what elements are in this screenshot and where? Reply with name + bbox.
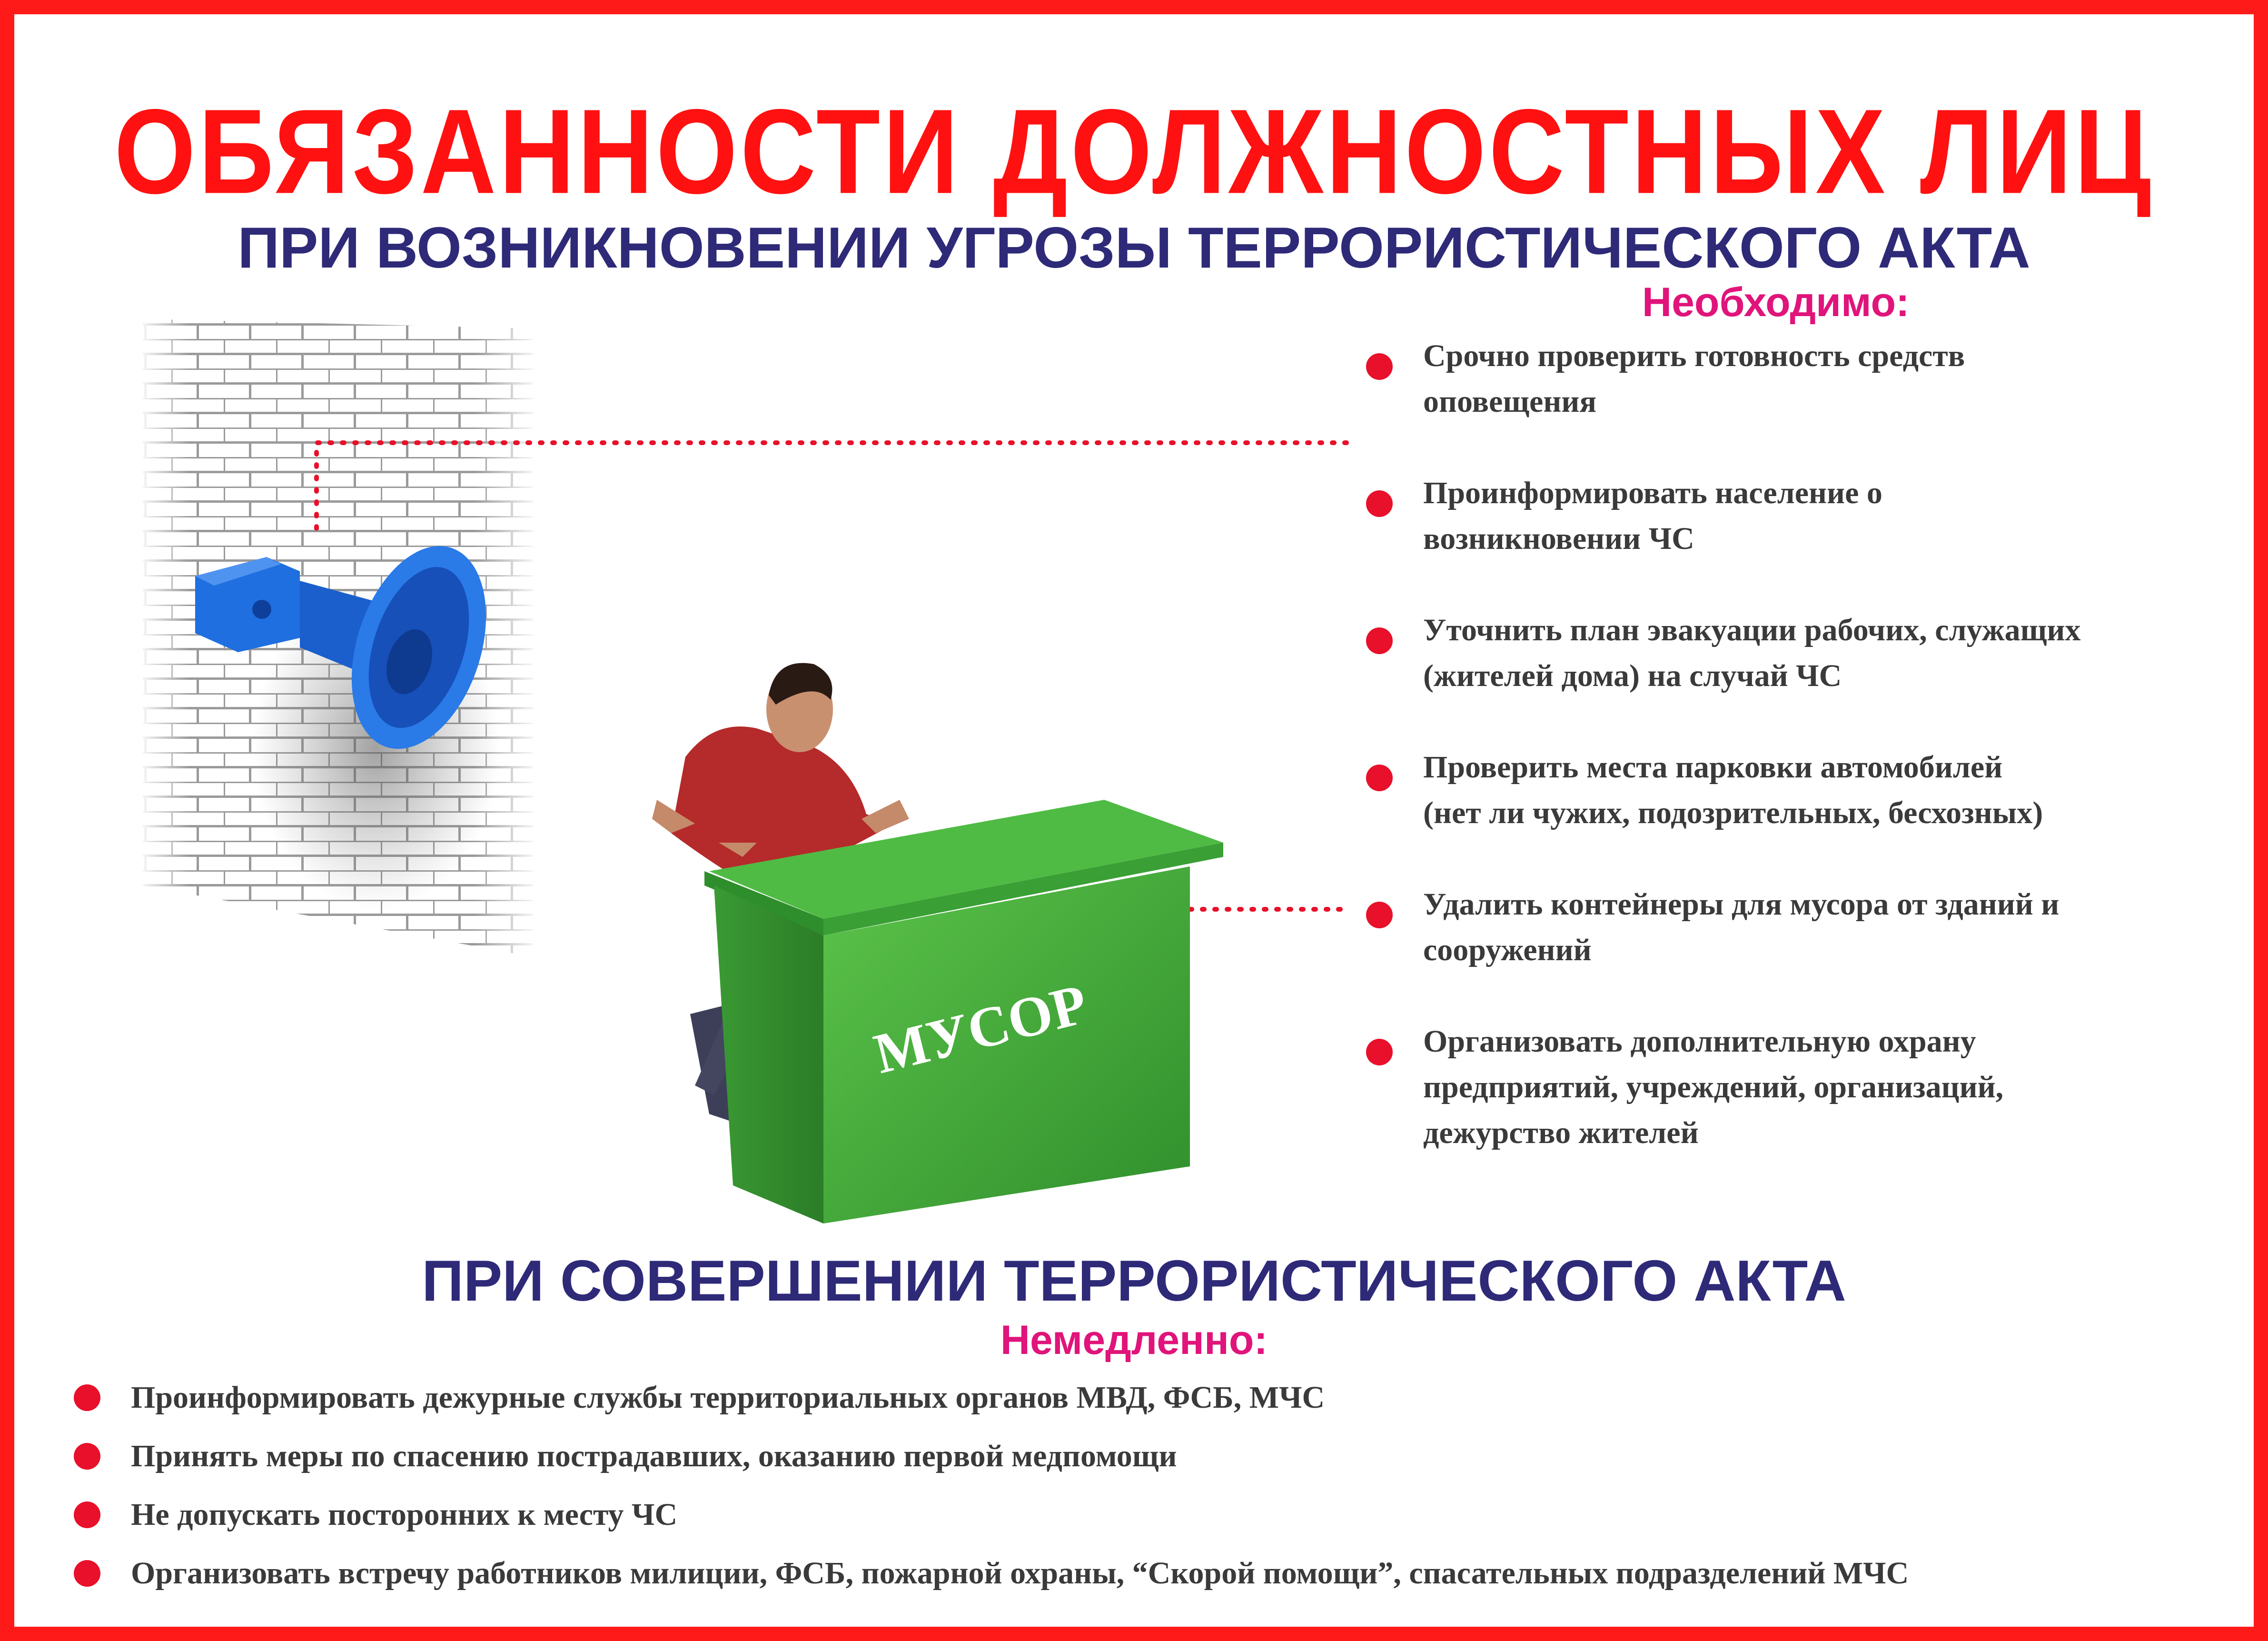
- bullet-dot-icon: [74, 1443, 100, 1470]
- list-item: [1366, 1019, 2247, 1156]
- bullet-dot-icon: [1366, 902, 1393, 928]
- act-duties-list: [74, 1376, 2216, 1610]
- list-item: [74, 1376, 2216, 1434]
- list-item-text: Проинформировать дежурные службы территориальных органов МВД, ФСБ, МЧС: [131, 1380, 1325, 1415]
- section-threat-lead: Необходимо:: [1642, 279, 1910, 325]
- list-item: [74, 1493, 2216, 1551]
- list-item-text: Принять меры по спасению пострадавших, оказанию первой медпомощи: [131, 1439, 1177, 1473]
- bullet-dot-icon: [1366, 627, 1393, 654]
- page-title: ОБЯЗАННОСТИ ДОЛЖНОСТНЫХ ЛИЦ: [114, 84, 2154, 219]
- list-item-text: Проверить места парковки автомобилей (нет ли чужих, подозрительных, бесхозных): [1423, 750, 2043, 830]
- bullet-dot-icon: [74, 1502, 100, 1528]
- bullet-dot-icon: [1366, 765, 1393, 791]
- bullet-dot-icon: [1366, 1039, 1393, 1065]
- list-item: [1366, 882, 2247, 1019]
- list-item-text: Проинформировать население о возникновении ЧС: [1423, 476, 1882, 556]
- section-act-heading: ПРИ СОВЕРШЕНИИ ТЕРРОРИСТИЧЕСКОГО АКТА: [422, 1248, 1846, 1313]
- list-item: [74, 1434, 2216, 1493]
- bullet-dot-icon: [1366, 490, 1393, 517]
- bullet-dot-icon: [74, 1384, 100, 1411]
- bullet-dot-icon: [1366, 353, 1393, 380]
- trash-container-icon: [704, 800, 1223, 1223]
- list-item: [1366, 470, 2247, 607]
- container-label: МУСОР: [868, 972, 1093, 1086]
- list-item-text: Уточнить план эвакуации рабочих, служащих (жителей дома) на случай ЧС: [1423, 613, 2081, 693]
- list-item: [1366, 745, 2247, 882]
- list-item-text: Срочно проверить готовность средств оповещения: [1423, 338, 1965, 419]
- bullet-dot-icon: [74, 1560, 100, 1587]
- list-item-text: Организовать дополнительную охрану предприятий, учреждений, организаций, дежурство жителей: [1423, 1024, 2004, 1150]
- list-item-text: Организовать встречу работников милиции, ФСБ, пожарной охраны, “Скорой помощи”, спасательных подразделений МЧС: [131, 1556, 1909, 1591]
- list-item: [74, 1551, 2216, 1610]
- list-item-text: Не допускать посторонних к месту ЧС: [131, 1497, 678, 1532]
- threat-duties-list: [1366, 333, 2247, 1156]
- section-act-lead: Немедленно:: [1000, 1317, 1268, 1363]
- list-item: [1366, 607, 2247, 745]
- list-item: [1366, 333, 2247, 470]
- section-threat-heading: ПРИ ВОЗНИКНОВЕНИИ УГРОЗЫ ТЕРРОРИСТИЧЕСКОГО АКТА: [238, 215, 2030, 280]
- list-item-text: Удалить контейнеры для мусора от зданий и сооружений: [1423, 887, 2060, 967]
